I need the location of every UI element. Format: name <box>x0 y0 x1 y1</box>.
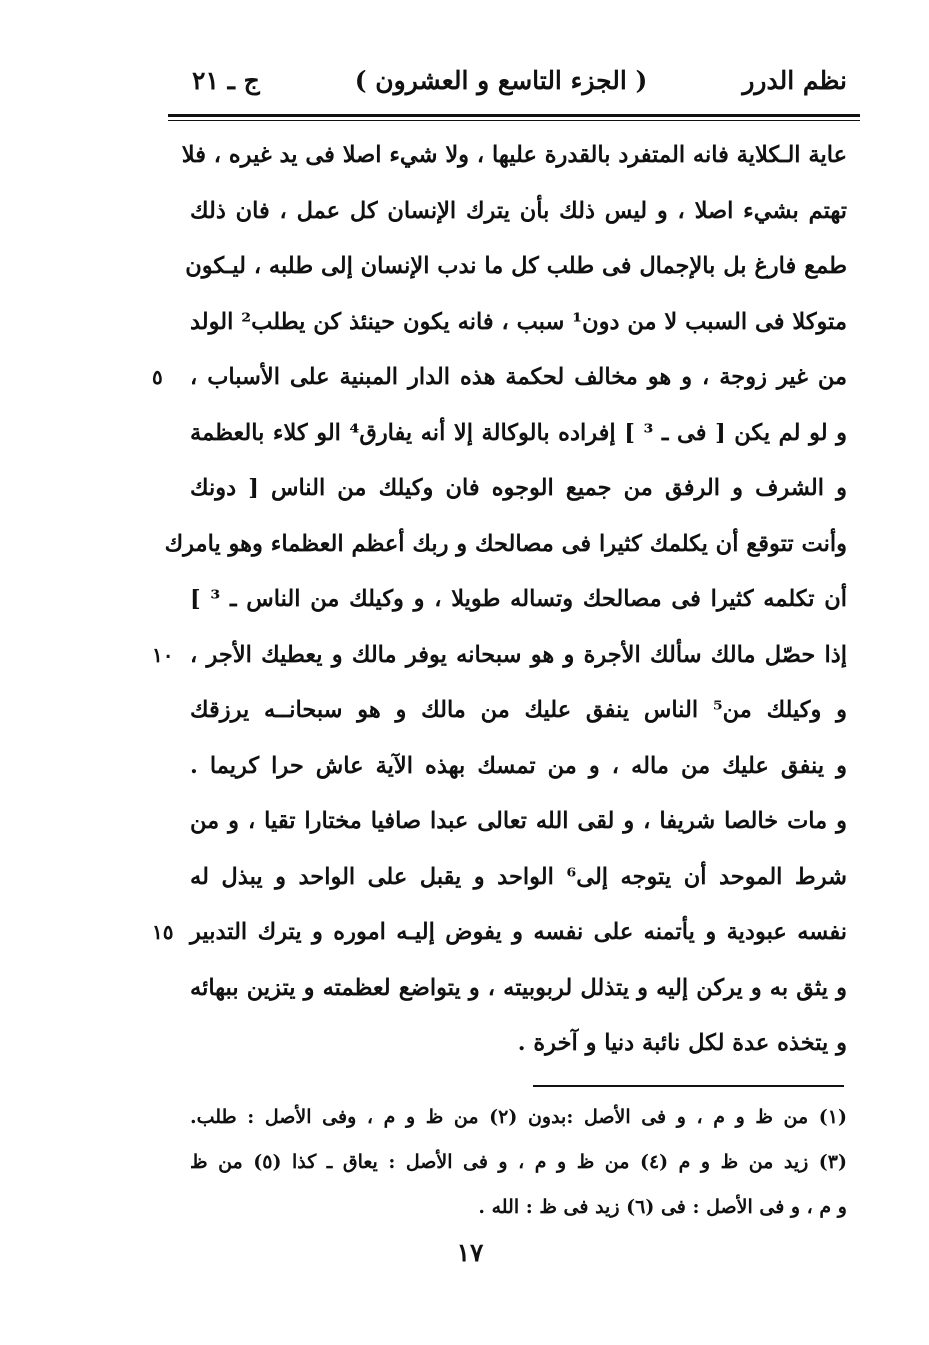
text-line: و يثق به و يركن إليه و يتذلل لربوبيته ، و يتواضع لعظمته و يتزين ببهائه <box>190 974 847 1001</box>
text-line: نفسه عبودية و يأتمنه على نفسه و يفوض إليـه اموره و يترك التدبير ١٥ <box>190 905 847 961</box>
header-rule-thin <box>168 120 860 121</box>
text-line: شرط الموحد أن يتوجه إلى⁶ الواحد و يقبل على الواحد و يبذل له <box>190 863 848 890</box>
text-line: إذا حصّل مالك سألك الأجرة و هو سبحانه يوفر مالك و يعطيك الأجر ، ١٠ <box>190 628 847 684</box>
line-number: ٥ <box>152 365 163 389</box>
text-line: أن تكلمه كثيرا فى مصالحك وتساله طويلا ، و وكيلك من الناس ـ ³ ] <box>190 586 847 612</box>
text-line: تهتم بشيء اصلا ، و ليس ذلك بأن يترك الإنسان كل عمل ، فان ذلك <box>190 197 847 224</box>
running-header <box>192 58 847 102</box>
text-line: متوكلا فى السبب لا من دون¹ سبب ، فانه يكون حينئذ كن يطلب² الولد <box>190 308 848 335</box>
line-number: ١٥ <box>152 920 174 944</box>
text-line: طمع فارغ بل بالإجمال فى طلب كل ما ندب الإنسان إلى طلبه ، ليـكون <box>185 253 847 279</box>
text-line: وأنت تتوقع أن يكلمك كثيرا فى مصالحك و ربك أعظم العظماء وهو يامرك <box>164 530 847 557</box>
line-number: ١٠ <box>152 642 174 667</box>
footnote-line: و م ، و فى الأصل : فى (٦) زيد فى ظ : الله . <box>478 1196 847 1218</box>
book-title: نظم الدرر <box>742 65 847 95</box>
main-text <box>152 128 848 1072</box>
text-line: و ينفق عليك من ماله ، و من تمسك بهذه الآية عاش حرا كريما . <box>190 752 847 779</box>
text-line: من غير زوجة ، و هو مخالف لحكمة هذه الدار المبنية على الأسباب ، ٥ <box>190 350 847 406</box>
footnote-rule <box>533 1085 844 1087</box>
footnotes <box>190 1095 847 1230</box>
volume-label: ج ـ ٢١ <box>192 65 260 95</box>
header-rule <box>168 114 860 117</box>
section-title: ( الجزء التاسع و العشرون ) <box>354 65 648 95</box>
text-line: عاية الـكلاية فانه المتفرد بالقدرة عليها ، ولا شيء اصلا فى يد غيره ، فلا <box>181 142 847 168</box>
text-line: و مات خالصا شريفا ، و لقى الله تعالى عبدا صافيا مختارا تقيا ، و من <box>190 808 847 834</box>
text-line: و الشرف و الرفق من جميع الوجوه فان وكيلك من الناس [ دونك <box>190 475 847 501</box>
text-line: و لو لم يكن [ فى ـ ³ ] إفراده بالوكالة إلا أنه يفارق⁴ الو كلاء بالعظمة <box>190 419 847 446</box>
footnote-line: (١) من ظ و م ، و فى الأصل :بدون (٢) من ظ و م ، وفى الأصل : طلب. <box>190 1106 848 1128</box>
footnote-line: (٣) زيد من ظ و م (٤) من ظ و م ، و فى الأصل : يعاق ـ كذا (٥) من ظ <box>190 1151 847 1173</box>
text-line: و يتخذه عدة لكل نائبة دنيا و آخرة . <box>517 1030 847 1056</box>
page-number: ١٧ <box>456 1238 484 1267</box>
text-line: و وكيلك من⁵ الناس ينفق عليك من مالك و هو سبحانــه يرزقك <box>190 697 847 723</box>
